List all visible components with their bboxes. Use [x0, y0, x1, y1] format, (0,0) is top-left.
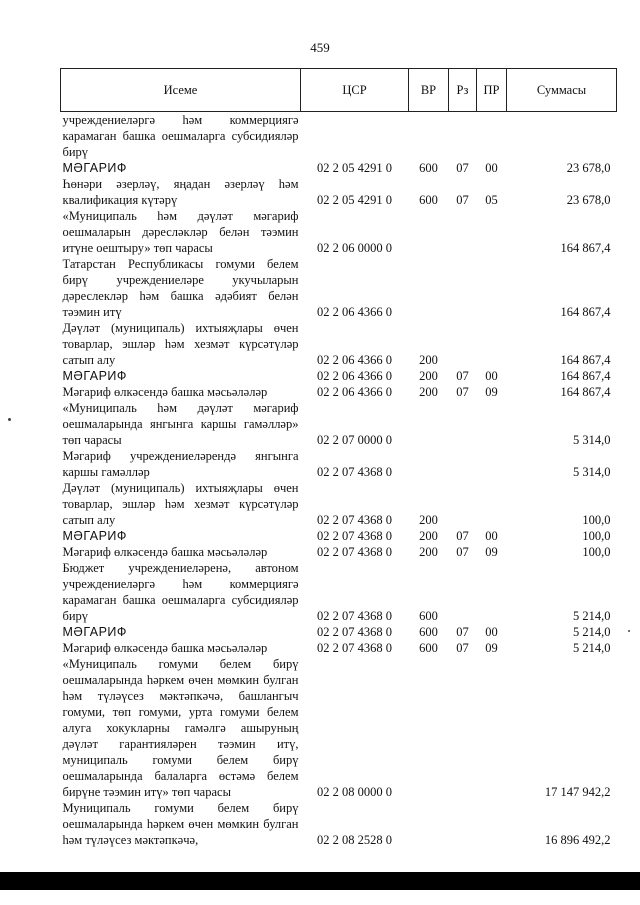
cell-rz — [449, 112, 477, 161]
cell-vr: 600 — [419, 161, 438, 175]
cell-name: «Муниципаль гомуми белем бирү оешмаларында һәркем өчен мөмкин булган һәм түләүсез мәктәпкәчә, башлангыч гомуми, төп гомуми, урта гомуми белем алуга хокукларны гамәлгә ашыруның дәүләт гарантияләрен тәэмин итү, муниципаль гомуми белем бирү оешмаларында балаларга өстәмә белем бирүне тәэмин итү» төп чарасы — [62, 657, 299, 799]
cell-pr — [477, 320, 507, 368]
table-row — [61, 320, 617, 368]
cell-sum: 5 214,0 — [573, 641, 611, 655]
cell-rz: 07 — [456, 545, 469, 559]
cell-pr: 00 — [485, 161, 498, 175]
cell-csr: 02 2 07 4368 0 — [317, 513, 392, 527]
cell-name: Муниципаль гомуми белем бирү оешмаларында һәркем өчен мөмкин булган һәм түләүсез мәктәпкәчә, — [62, 801, 299, 847]
cell-pr — [477, 208, 507, 256]
cell-csr: 02 2 08 2528 0 — [317, 833, 392, 847]
table-row — [61, 560, 617, 624]
cell-name: Мәгариф өлкәсендә башка мәсьәләләр — [62, 641, 268, 655]
cell-pr: 00 — [485, 625, 498, 639]
cell-rz — [449, 320, 477, 368]
table-row — [61, 208, 617, 256]
table-header — [61, 69, 617, 112]
table-row — [61, 400, 617, 448]
cell-sum: 164 867,4 — [560, 369, 611, 383]
budget-table — [60, 68, 617, 848]
cell-name: Татарстан Республикасы гомуми белем бирү учреждениеләре укучыларын дәреслекләр һәм башка әдәбият белән тәэмин итү — [62, 257, 299, 319]
cell-csr: 02 2 06 4366 0 — [317, 385, 392, 399]
cell-sum: 17 147 942,2 — [544, 785, 611, 799]
cell-csr: 02 2 07 4368 0 — [317, 465, 392, 479]
table-row — [61, 624, 617, 640]
cell-vr: 600 — [419, 193, 438, 207]
cell-csr: 02 2 06 4366 0 — [317, 369, 392, 383]
cell-sum: 100,0 — [582, 545, 611, 559]
cell-sum: 5 314,0 — [573, 433, 611, 447]
cell-rz: 07 — [456, 369, 469, 383]
cell-rz — [449, 480, 477, 528]
cell-vr — [409, 256, 449, 320]
cell-vr: 600 — [419, 625, 438, 639]
cell-vr: 200 — [419, 513, 438, 527]
cell-sum: 5 314,0 — [573, 465, 611, 479]
cell-csr: 02 2 07 4368 0 — [317, 641, 392, 655]
table-row — [61, 544, 617, 560]
cell-rz: 07 — [456, 529, 469, 543]
scan-speck — [628, 630, 630, 632]
header-vr: ВР — [409, 69, 449, 112]
table-row — [61, 656, 617, 800]
cell-csr: 02 2 05 4291 0 — [317, 193, 392, 207]
table-row — [61, 480, 617, 528]
header-rz: Рз — [449, 69, 477, 112]
cell-name: Дәүләт (муниципаль) ихтыяҗлары өчен товарлар, эшләр һәм хезмәт күрсәтүләр сатып алу — [62, 481, 299, 527]
cell-pr: 09 — [485, 641, 498, 655]
cell-csr: 02 2 06 4366 0 — [317, 353, 392, 367]
scan-border-bar — [0, 872, 640, 890]
cell-pr: 05 — [485, 193, 498, 207]
cell-csr: 02 2 08 0000 0 — [317, 785, 392, 799]
scan-speck — [8, 418, 11, 421]
cell-vr — [409, 800, 449, 848]
cell-vr — [409, 448, 449, 480]
cell-name: «Муниципаль һәм дәүләт мәгариф оешмаларын дәресләкләр белән тәэмин итүне оештыру» төп чарасы — [62, 209, 299, 255]
cell-pr: 09 — [485, 545, 498, 559]
cell-vr: 600 — [419, 609, 438, 623]
cell-name: Бюджет учреждениеләренә, автоном учреждениеләргә һәм коммерциягә карамаган башка оешмаларга субсидияләр бирү — [62, 561, 299, 623]
cell-name: МӘГАРИФ — [62, 161, 127, 175]
cell-vr — [409, 656, 449, 800]
cell-pr — [477, 400, 507, 448]
cell-vr: 200 — [419, 545, 438, 559]
header-name: Исеме — [61, 69, 301, 112]
cell-csr: 02 2 07 4368 0 — [317, 625, 392, 639]
cell-pr — [477, 656, 507, 800]
cell-sum: 16 896 492,2 — [544, 833, 611, 847]
cell-rz — [449, 448, 477, 480]
cell-name: МӘГАРИФ — [62, 369, 127, 383]
cell-vr: 600 — [419, 641, 438, 655]
cell-pr — [477, 800, 507, 848]
cell-rz — [449, 560, 477, 624]
cell-name: «Муниципаль һәм дәүләт мәгариф оешмаларында янгынга каршы гамәлләр» төп чарасы — [62, 401, 299, 447]
cell-name: Мәгариф учреждениеләрендә янгынга каршы гамәлләр — [62, 449, 299, 479]
cell-pr — [477, 480, 507, 528]
cell-rz: 07 — [456, 625, 469, 639]
cell-sum: 164 867,4 — [560, 241, 611, 255]
cell-vr — [409, 208, 449, 256]
table-row — [61, 448, 617, 480]
cell-vr — [409, 400, 449, 448]
cell-pr — [477, 560, 507, 624]
cell-csr: 02 2 07 4368 0 — [317, 529, 392, 543]
table-row — [61, 528, 617, 544]
header-pr: ПР — [477, 69, 507, 112]
cell-vr: 200 — [419, 369, 438, 383]
cell-rz — [449, 208, 477, 256]
table-row — [61, 800, 617, 848]
cell-name: МӘГАРИФ — [62, 625, 127, 639]
cell-rz — [449, 256, 477, 320]
cell-name: Дәүләт (муниципаль) ихтыяҗлары өчен товарлар, эшләр һәм хезмәт күрсәтүләр сатып алу — [62, 321, 299, 367]
cell-rz: 07 — [456, 161, 469, 175]
cell-rz: 07 — [456, 385, 469, 399]
cell-pr — [477, 256, 507, 320]
cell-sum: 164 867,4 — [560, 305, 611, 319]
cell-rz — [449, 400, 477, 448]
cell-pr: 00 — [485, 529, 498, 543]
table-row — [61, 112, 617, 161]
cell-name: Һөнәри әзерләү, яңадан әзерләү һәм квалификация күтәрү — [62, 177, 299, 207]
table-row — [61, 384, 617, 400]
cell-sum — [507, 112, 617, 161]
cell-name: учреждениеләргә һәм коммерциягә карамаган башка оешмаларга субсидияләр бирү — [62, 113, 299, 159]
page-number: 459 — [310, 40, 330, 55]
cell-vr: 200 — [419, 529, 438, 543]
cell-name: МӘГАРИФ — [62, 529, 127, 543]
cell-csr: 02 2 06 0000 0 — [317, 241, 392, 255]
cell-sum: 164 867,4 — [560, 385, 611, 399]
cell-sum: 100,0 — [582, 529, 611, 543]
cell-rz: 07 — [456, 641, 469, 655]
header-sum: Суммасы — [507, 69, 617, 112]
cell-vr: 200 — [419, 353, 438, 367]
cell-vr: 200 — [419, 385, 438, 399]
cell-csr: 02 2 07 0000 0 — [317, 433, 392, 447]
table-row — [61, 256, 617, 320]
cell-csr: 02 2 05 4291 0 — [317, 161, 392, 175]
cell-csr: 02 2 07 4368 0 — [317, 545, 392, 559]
cell-rz — [449, 656, 477, 800]
cell-sum: 5 214,0 — [573, 609, 611, 623]
table-row — [61, 640, 617, 656]
cell-sum: 100,0 — [582, 513, 611, 527]
cell-pr — [477, 448, 507, 480]
table-row — [61, 176, 617, 208]
cell-rz — [449, 800, 477, 848]
cell-rz: 07 — [456, 193, 469, 207]
cell-sum: 164 867,4 — [560, 353, 611, 367]
cell-csr: 02 2 07 4368 0 — [317, 609, 392, 623]
header-csr: ЦСР — [301, 69, 409, 112]
cell-sum: 5 214,0 — [573, 625, 611, 639]
table-body — [61, 112, 617, 849]
cell-csr: 02 2 06 4366 0 — [317, 305, 392, 319]
cell-sum: 23 678,0 — [566, 193, 611, 207]
table-row — [61, 368, 617, 384]
cell-name: Мәгариф өлкәсендә башка мәсьәләләр — [62, 385, 268, 399]
cell-pr — [477, 112, 507, 161]
cell-name: Мәгариф өлкәсендә башка мәсьәләләр — [62, 545, 268, 559]
cell-pr: 00 — [485, 369, 498, 383]
cell-sum: 23 678,0 — [566, 161, 611, 175]
cell-pr: 09 — [485, 385, 498, 399]
cell-vr — [409, 112, 449, 161]
cell-csr — [301, 112, 409, 161]
table-row — [61, 160, 617, 176]
